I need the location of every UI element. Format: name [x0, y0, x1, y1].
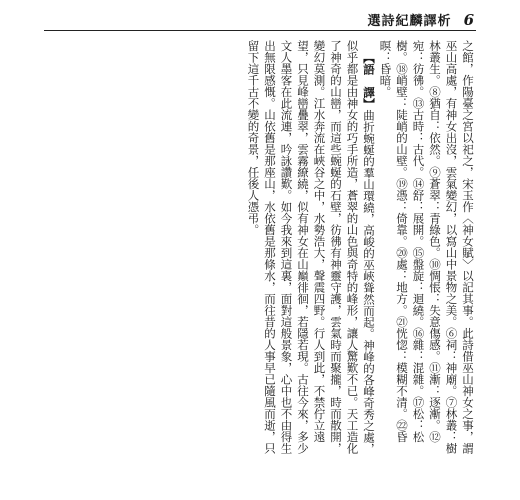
translation-paragraph: [245, 40, 377, 460]
running-header: [368, 10, 474, 29]
header-title: 選詩紀麟譯析: [367, 14, 452, 29]
translation-text: 曲折蜿蜒的羣山環繞，高峻的巫峽聳然而起。神峰的各峰奇秀之處，似乎都是由神女的巧手所造，蒼翠的山色與奇特的峰形，讓人驚歎不已。天工造化了神奇的山巒，而這些蜿蜒的石壁，彷彿有神靈守護，雲氣時而聚攏，時而散開，變幻莫測。江水奔流在峽谷之中，水勢浩大，聲震四野。行人到此，不禁佇立遠望，只見峰巒疊翠，雲霧繚繞，似有神女在山巔徘徊，若隱若現。古往今來，多少文人墨客在此流連，吟詠讚歎。如今我來到這裏，面對這般景象，心中也不由得生出無限感慨。山依舊是那座山，水依舊是那條水，而往昔的人事早已隨風而逝，只留下這千古不變的奇景，任後人憑弔。: [246, 40, 376, 454]
notes-paragraph: 之館，作陽臺之宮以祀之，宋玉作〈神女賦〉以記其事。此詩借巫山神女之事，謂巫山高處，有神女出沒，雲氣變幻，以寫山中景物之美。⑥祠：神廟。⑦林叢：樹林叢生。⑧猶自：依然。⑨蒼翠：青綠色。⑩惆悵：失意傷感。⑪漸：逐漸。⑫宛：彷彿。⑬古時：古代。⑭舒：展開。⑮盤旋：迴繞。⑯雜：混雜。⑰松：松樹。⑱峭壁：陡峭的山壁。⑲憑：倚靠。⑳處：地方。㉑恍惚：模糊不清。㉒昏暝：昏暗。: [378, 40, 475, 454]
page-number: 6: [463, 11, 474, 29]
header-rule: [44, 30, 476, 31]
translation-label: 【語 譯】: [362, 51, 376, 109]
vertical-text-body: [44, 40, 476, 460]
